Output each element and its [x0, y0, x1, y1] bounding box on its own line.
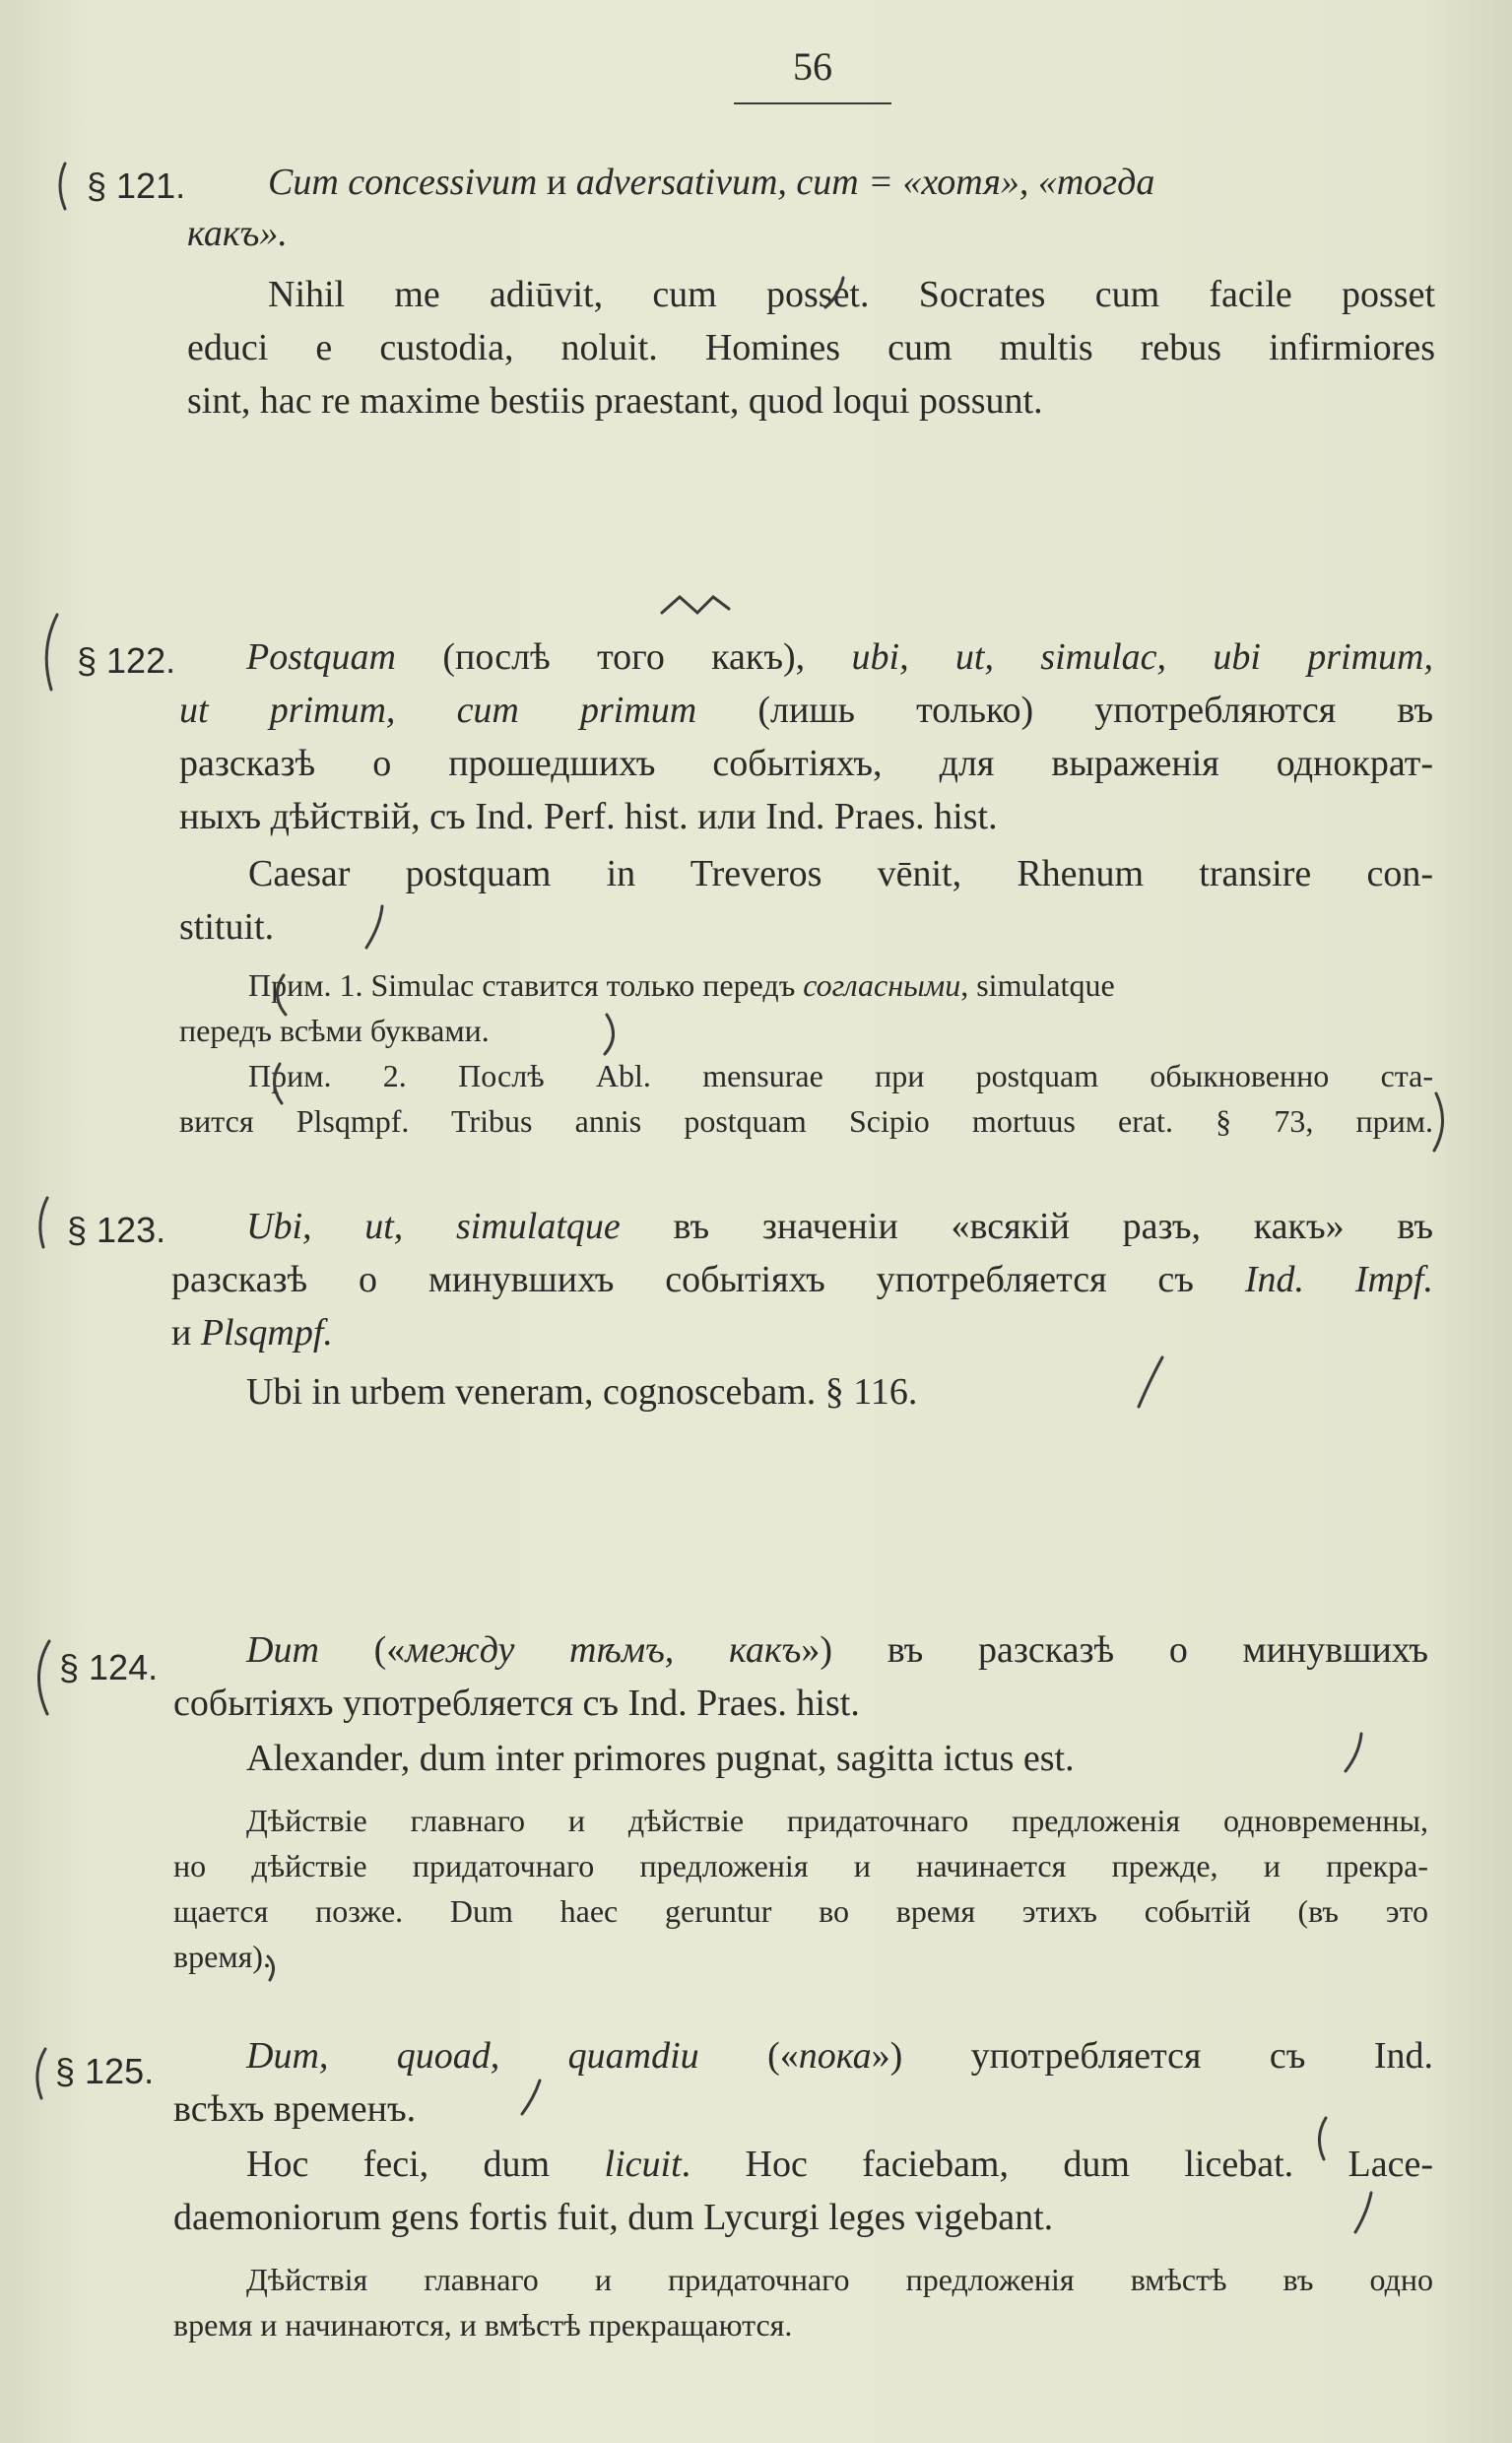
- pencil-bracket-123: [40, 1198, 47, 1247]
- section-124-note-line2: но дѣйствіе придаточнаго предложенія и начинается прежде, и прекра-: [173, 1848, 1428, 1883]
- section-125-example-line2: daemoniorum gens fortis fuit, dum Lycurgi leges vigebant.: [173, 2197, 1054, 2238]
- section-125-example-line1: Hoc feci, dum licuit. Hoc faciebam, dum licebat. Lace-: [246, 2144, 1433, 2185]
- pencil-bracket-125: [37, 2049, 45, 2098]
- pencil-brace-note1-end: [605, 1015, 614, 1054]
- section-123-line2: разсказѣ о минувшихъ событіяхъ употребляется съ Ind. Impf.: [171, 1259, 1433, 1300]
- section-123-number: § 123.: [67, 1210, 166, 1250]
- section-123-example: Ubi in urbem veneram, cognoscebam. § 116.: [246, 1371, 918, 1413]
- section-122-example-line1: Caesar postquam in Treveros vēnit, Rhenum transire con-: [248, 853, 1433, 894]
- section-122-line3: разсказѣ о прошедшихъ событіяхъ, для выраженія однократ-: [179, 743, 1433, 784]
- section-124-line1: Dum («между тѣмъ, какъ») въ разсказѣ о минувшихъ: [246, 1629, 1429, 1671]
- section-124-number: § 124.: [59, 1647, 159, 1687]
- section-122-line2: ut primum, cum primum (лишь только) употребляются въ: [179, 690, 1433, 731]
- section-124-example: Alexander, dum inter primores pugnat, sagitta ictus est.: [246, 1738, 1075, 1779]
- section-122-number: § 122.: [77, 640, 176, 681]
- pencil-tick-125b: [1355, 2193, 1371, 2232]
- section-121-example-line2: educi e custodia, noluit. Homines cum multis rebus infirmiores: [187, 327, 1435, 368]
- section-122-note1-line2: передъ всѣми буквами.: [179, 1013, 490, 1048]
- section-122-note2-line2: вится Plsqmpf. Tribus annis postquam Scipio mortuus erat. § 73, прим.: [179, 1103, 1433, 1139]
- section-124-line2: событіяхъ употребляется съ Ind. Praes. hist.: [173, 1683, 860, 1724]
- section-121-heading: Cum concessivum и adversativum, cum = «хотя», «тогда: [268, 162, 1155, 203]
- pencil-brace-note2-end: [1434, 1093, 1443, 1151]
- pencil-bracket-122: [46, 615, 57, 690]
- section-125-note-line1: Дѣйствія главнаго и придаточнаго предложенія вмѣстѣ въ одно: [246, 2262, 1433, 2297]
- section-121-example-line1: Nihil me adiūvit, cum posset. Socrates cum facile posset: [268, 274, 1435, 315]
- section-122-line4: ныхъ дѣйствій, съ Ind. Perf. hist. или Ind. Praes. hist.: [179, 796, 998, 837]
- section-122-note2-line1: Прим. 2. Послѣ Abl. mensurae при postquam обыкновенно ста-: [248, 1058, 1433, 1093]
- section-124-note-line3: щается позже. Dum haec geruntur во время этихъ событій (въ это: [173, 1893, 1428, 1929]
- section-125-line2: всѣхъ временъ.: [173, 2088, 417, 2130]
- pencil-tick-124: [1346, 1734, 1361, 1771]
- section-125-note-line2: время и начинаются, и вмѣстѣ прекращаются.: [173, 2307, 793, 2343]
- pencil-caret: [662, 597, 729, 613]
- section-122-example-line2: stituit.: [179, 906, 275, 948]
- section-124-note-line4: время).: [173, 1939, 271, 1974]
- pencil-bracket-121: [60, 164, 65, 209]
- pencil-bracket-124: [38, 1641, 49, 1714]
- section-122-note1-line1: Прим. 1. Simulac ставится только передъ согласными, simulatque: [248, 967, 1115, 1003]
- section-125-number: § 125.: [55, 2051, 155, 2091]
- page-number-rule: [734, 102, 891, 104]
- section-121-number: § 121.: [87, 165, 186, 206]
- section-123-line1: Ubi, ut, simulatque въ значеніи «всякій разъ, какъ» въ: [246, 1206, 1433, 1247]
- section-122-line1: Postquam (послѣ того какъ), ubi, ut, simulac, ubi primum,: [246, 636, 1433, 678]
- section-125-line1: Dum, quoad, quamdiu («пока») употребляется съ Ind.: [246, 2035, 1433, 2077]
- pencil-tick-125a: [522, 2080, 540, 2114]
- pencil-tick-123: [1139, 1357, 1162, 1407]
- section-121-example-line3: sint, hac re maxime bestiis praestant, quod loqui possunt.: [187, 380, 1043, 422]
- section-123-line3: и Plsqmpf.: [171, 1312, 333, 1354]
- section-124-note-line1: Дѣйствіе главнаго и дѣйствіе придаточнаго предложенія одновременны,: [246, 1803, 1428, 1838]
- pencil-tick-122: [366, 906, 382, 948]
- section-121-heading-line2: какъ».: [187, 213, 288, 254]
- page-number: 56: [793, 44, 832, 89]
